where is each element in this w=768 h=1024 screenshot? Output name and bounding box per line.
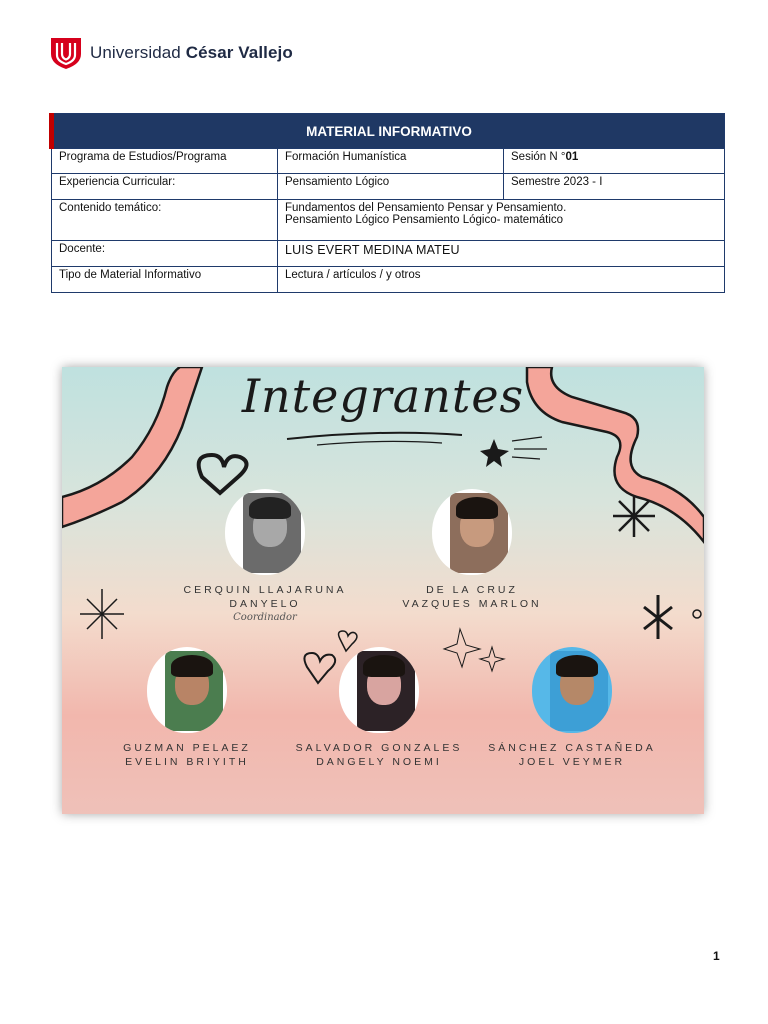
teacher-name: LUIS EVERT MEDINA MATEU	[278, 241, 725, 267]
member-name	[472, 741, 672, 769]
member-photo	[225, 489, 305, 575]
semester-cell: Semestre 2023 - I	[504, 174, 725, 200]
member-name-line1: SÁNCHEZ CASTAÑEDA	[488, 742, 656, 754]
heart-icon	[199, 455, 247, 493]
table-row	[52, 174, 725, 200]
member-name-line1: CERQUIN LLAJARUNA	[183, 584, 347, 596]
title-underline-2	[317, 441, 442, 445]
member-name	[87, 741, 287, 769]
member-name-line2: EVELIN BRIYITH	[125, 756, 249, 768]
poster-title: Integrantes	[241, 369, 525, 423]
team-members-poster	[62, 367, 704, 814]
table-row	[52, 200, 725, 241]
content-line-1: Fundamentos del Pensamiento Pensar y Pensamiento.	[285, 202, 567, 214]
page-number: 1	[713, 949, 720, 963]
member-name	[372, 583, 572, 611]
row-value: Formación Humanística	[278, 149, 504, 174]
title-underline	[287, 433, 462, 439]
university-name-bold: César Vallejo	[185, 43, 293, 62]
session-label: Sesión N °	[511, 151, 566, 163]
row-label: Tipo de Material Informativo	[52, 267, 278, 293]
member-card	[165, 489, 365, 623]
member-name-line2: JOEL VEYMER	[518, 756, 626, 768]
row-label: Contenido temático:	[52, 200, 278, 241]
university-name-plain: Universidad	[90, 43, 186, 62]
asterisk-icon	[644, 595, 672, 639]
member-card	[472, 647, 672, 769]
star-trail-lines	[512, 437, 547, 459]
member-name-line2: DANYELO	[229, 598, 301, 610]
member-role: Coordinador	[233, 612, 297, 623]
ucv-shield-icon	[50, 36, 82, 70]
small-circle-icon	[693, 610, 701, 618]
member-name-line1: GUZMAN PELAEZ	[123, 742, 251, 754]
university-name	[90, 43, 293, 63]
member-name-line2: VAZQUES MARLON	[402, 598, 542, 610]
star-icon	[480, 439, 509, 467]
member-card	[372, 489, 572, 611]
table-title: MATERIAL INFORMATIVO	[52, 114, 725, 149]
row-label: Programa de Estudios/Programa	[52, 149, 278, 174]
member-photo	[532, 647, 612, 733]
sparkle-icon	[80, 589, 124, 639]
member-photo	[147, 647, 227, 733]
row-value: Lectura / artículos / y otros	[278, 267, 725, 293]
member-name-line1: DE LA CRUZ	[426, 584, 518, 596]
session-cell	[504, 149, 725, 174]
row-value: Pensamiento Lógico	[278, 174, 504, 200]
content-line-2: Pensamiento Lógico Pensamiento Lógico- matemático	[285, 214, 564, 226]
row-label: Experiencia Curricular:	[52, 174, 278, 200]
member-card	[279, 647, 479, 769]
university-logo	[50, 36, 293, 70]
member-name-line2: DANGELY NOEMI	[316, 756, 442, 768]
table-row	[52, 241, 725, 267]
session-number: 01	[565, 151, 579, 163]
member-name-line1: SALVADOR GONZALES	[295, 742, 463, 754]
member-photo	[432, 489, 512, 575]
member-card	[87, 647, 287, 769]
material-info-table	[49, 113, 725, 293]
table-row	[52, 149, 725, 174]
member-name	[279, 741, 479, 769]
row-value	[278, 200, 725, 241]
starburst-icon	[613, 495, 655, 537]
member-name	[165, 583, 365, 611]
row-label: Docente:	[52, 241, 278, 267]
table-row	[52, 267, 725, 293]
member-photo	[339, 647, 419, 733]
